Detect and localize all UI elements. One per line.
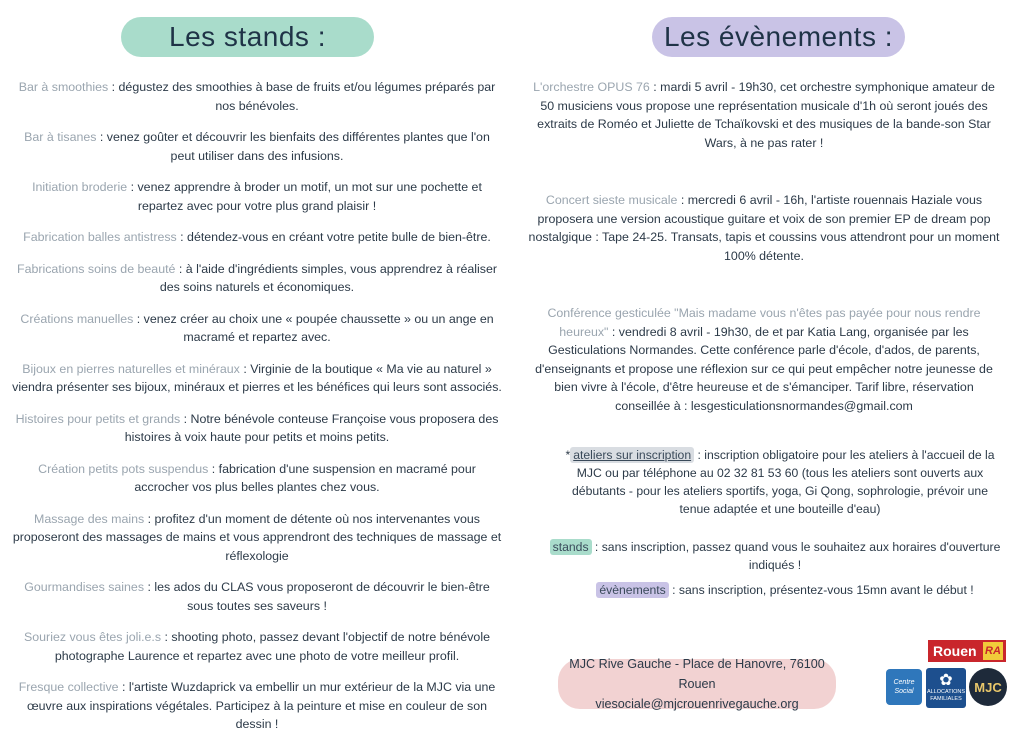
rouen-logo-text: Rouen	[933, 643, 977, 659]
stand-name: Histoires pour petits et grands	[15, 411, 181, 426]
stand-item	[12, 260, 502, 297]
event-desc: : mercredi 6 avril - 16h, l'artiste rouennais Haziale vous proposera une version acoustique guitare et voix de son premier EP de dream pop nostalgique : Tape 24-25. Transats, tapis et coussins vous attendront pour un moment 100% détente.	[528, 193, 1000, 263]
stand-desc: : détendez-vous en créant votre petite bulle de bien-être.	[176, 230, 491, 244]
event-item	[528, 78, 1000, 152]
caf-logo	[926, 668, 966, 708]
email-link[interactable]: viesociale@mjcrouenrivegauche.org	[595, 697, 799, 711]
stand-desc: : l'artiste Wuzdaprick va embellir un mur extérieur de la MJC via une œuvre aux inspirations végétales. Participez à la peinture et mise en couleur de son dessin !	[26, 680, 496, 731]
event-item	[528, 304, 1000, 415]
events-title: Les évènements :	[652, 17, 905, 57]
stand-name: Gourmandises saines	[24, 580, 145, 594]
stand-item	[12, 128, 502, 165]
address-line: MJC Rive Gauche - Place de Hanovre, 76100 Rouen	[569, 657, 825, 691]
stand-desc: : shooting photo, passez devant l'objectif de notre bénévole photographe Laurence et repartez avec une photo de votre meilleur profil.	[54, 630, 490, 663]
address-box	[558, 659, 836, 709]
stand-name: Massage des mains	[34, 511, 145, 526]
stand-name: Créations manuelles	[20, 311, 134, 326]
events-list	[528, 78, 1000, 415]
stand-name: Souriez vous êtes joli.e.s	[24, 630, 162, 644]
stand-desc: : venez goûter et découvrir les bienfaits des différentes plantes que l'on peut utiliser dans des infusions.	[96, 130, 490, 163]
stand-desc: : Notre bénévole conteuse Françoise vous proposera des histoires à voix haute pour petits et moins petits.	[124, 411, 499, 444]
stands-note-text: : sans inscription, passez quand vous le souhaitez aux horaires d'ouverture indiqués !	[591, 540, 1001, 572]
stand-item	[12, 678, 502, 734]
rouen-mark: RA	[983, 642, 1003, 660]
rouen-logo	[928, 640, 1006, 662]
event-item	[528, 191, 1000, 265]
event-desc: : mardi 5 avril - 19h30, cet orchestre symphonique amateur de 50 musiciens vous propose une représentation musicale d'1h où seront joués des extraits de Roméo et Juliette de Tchaïkovski et des musiques de la bande-son Star Wars, à ne pas rater !	[537, 80, 995, 150]
stands-note	[540, 538, 1010, 574]
stand-desc: : venez apprendre à broder un motif, un mot sur une pochette et repartez avec pour votre plus grand plaisir !	[127, 180, 482, 213]
stands-tag: stands	[550, 539, 592, 555]
stand-item	[12, 510, 502, 566]
stand-item	[12, 78, 502, 115]
stand-item	[12, 460, 502, 497]
stands-title: Les stands :	[121, 17, 374, 57]
stand-name: Création petits pots suspendus	[38, 461, 209, 476]
stand-name: Bar à tisanes	[24, 130, 97, 144]
stand-desc: : à l'aide d'ingrédients simples, vous apprendrez à réaliser des soins naturels et économiques.	[159, 261, 497, 294]
ateliers-text: : inscription obligatoire pour les ateliers à l'accueil de la MJC ou par téléphone au 02 32 81 53 60 (tous les ateliers sont ouverts aux débutants - pour les ateliers sportifs, yoga, Gi Qong, sophrologie, prévoir une tenue adaptée et une bouteille d'eau)	[572, 448, 995, 516]
stand-item	[12, 310, 502, 347]
stand-item	[12, 178, 502, 215]
stand-item	[12, 360, 502, 397]
stand-name: Bar à smoothies	[18, 80, 109, 94]
event-name: Concert sieste musicale	[545, 193, 678, 207]
stand-desc: : Virginie de la boutique « Ma vie au naturel » viendra présenter ses bijoux, minéraux et pierres et les bénéfices qui leurs sont associés.	[12, 361, 502, 394]
stand-desc: : fabrication d'une suspension en macramé pour accrocher vos plus belles plantes chez vous.	[134, 461, 476, 494]
stand-item	[12, 410, 502, 447]
caf-logo-text: ALLOCATIONS FAMILIALES	[926, 689, 966, 702]
caf-flower-icon: ✿	[939, 672, 953, 689]
event-name: Conférence gesticulée "Mais madame vous n'êtes pas payée pour nous rendre heureux"	[547, 306, 981, 339]
stand-desc: : les ados du CLAS vous proposeront de découvrir le bien-être sous toutes ses saveurs !	[144, 580, 490, 613]
centre-social-logo: Centre Social	[886, 669, 922, 705]
stand-desc: : venez créer au choix une « poupée chaussette » ou un ange en macramé et repartez avec.	[133, 311, 494, 344]
ateliers-note	[560, 446, 1000, 518]
stand-item	[12, 228, 502, 247]
stand-name: Fabrications soins de beauté	[17, 261, 176, 276]
stand-name: Fresque collective	[18, 680, 119, 694]
mjc-logo: MJC	[969, 668, 1007, 706]
events-note	[560, 581, 1010, 599]
event-name: L'orchestre OPUS 76	[533, 80, 650, 94]
stand-name: Fabrication balles antistress	[23, 230, 177, 244]
stand-name: Initiation broderie	[32, 180, 128, 194]
events-tag: évènements	[596, 582, 668, 598]
ateliers-tag: ateliers sur inscription	[570, 447, 694, 463]
stand-item	[12, 628, 502, 665]
event-desc: : vendredi 8 avril - 19h30, de et par Katia Lang, organisée par les Gesticulations Normandes. Cette conférence parle d'école, d'ados, de parents, d'enseignants et propose une réflexion sur ce qui peut empêcher notre jeunesse de bien vivre à l'école, d'être heureuse et de s'émanciper. Tarif libre, réservation conseillée à : lesgesticulationsnormandes@gmail.com	[535, 324, 993, 413]
stand-desc: : dégustez des smoothies à base de fruits et/ou légumes préparés par nos bénévoles.	[108, 80, 496, 113]
stand-item	[12, 578, 502, 615]
stands-list	[12, 78, 502, 747]
stand-name: Bijoux en pierres naturelles et minéraux	[22, 361, 240, 376]
stand-desc: : profitez d'un moment de détente où nos intervenantes vous proposeront des massages de mains et vous apprendront des techniques de massage et réflexologie	[12, 511, 502, 563]
events-note-text: : sans inscription, présentez-vous 15mn avant le début !	[668, 583, 974, 597]
ateliers-star: *	[565, 448, 571, 462]
